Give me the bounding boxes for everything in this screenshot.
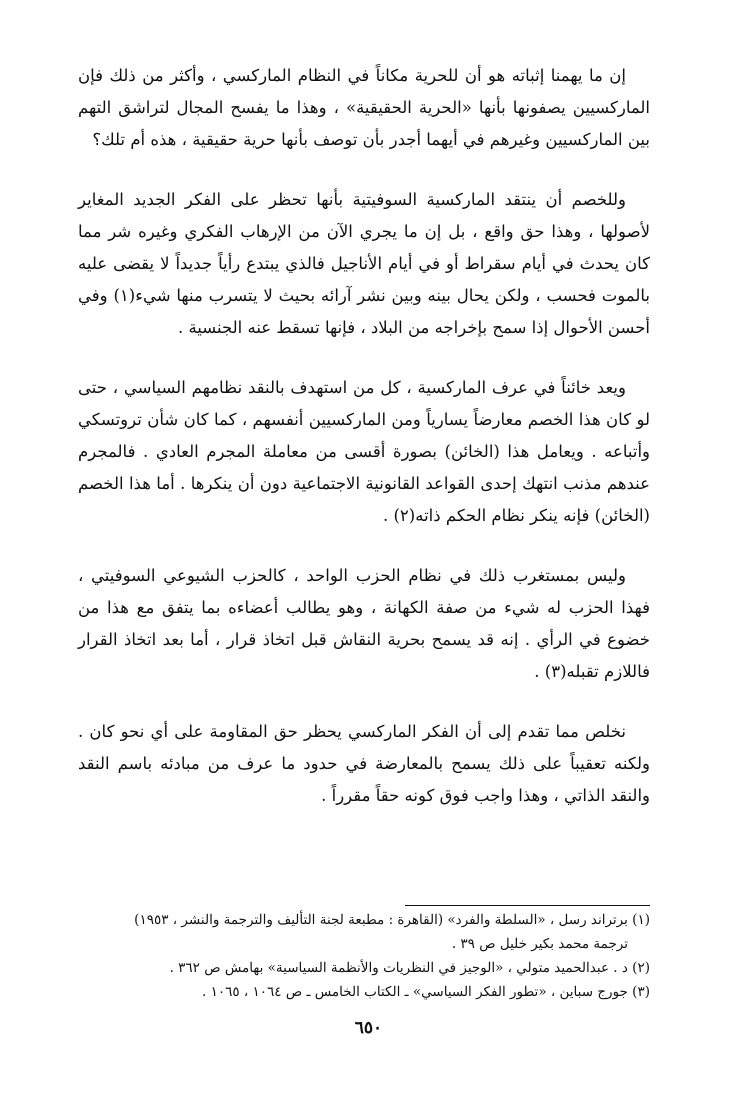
page-number: ٦٥٠ <box>354 1018 383 1038</box>
paragraph: وللخصم أن ينتقد الماركسية السوفيتية بأنها تحظر على الفكر الجديد المغاير لأصولها ، وهذا حق واقع ، بل إن ما يجري الآن من الإرهاب الفكري وغيره شر مما كان يحدث في أيام سقراط أو في أيام الأناجيل فالذي يبتدع رأياً جديداً لا يقضى عليه بالموت فحسب ، ولكن يحال بينه وبين نشر آرائه بحيث لا يتسرب منها شيء(١) وفي أحسن الأحوال إذا سمح بإخراجه من البلاد ، فإنها تسقط عنه الجنسية . <box>78 190 650 337</box>
footnote-1: (١) برتراند رسل ، «السلطة والفرد» (القاهرة : مطبعة لجنة التأليف والترجمة والنشر ، ١٩٥٣) <box>134 912 650 928</box>
footnote-3: (٣) جورج سباين ، «تطور الفكر السياسي» ـ الكتاب الخامس ـ ص ١٠٦٤ ، ١٠٦٥ . <box>201 984 650 1000</box>
main-text <box>78 60 650 840</box>
footnotes <box>78 908 650 1004</box>
paragraph: وليس بمستغرب ذلك في نظام الحزب الواحد ، كالحزب الشيوعي السوفيتي ، فهذا الحزب له شيء من صفة الكهانة ، وهو يطالب أعضاءه بما يتفق مع هذا من خضوع في الرأي . إنه قد يسمح بحرية النقاش قبل اتخاذ قرار ، أما بعد اتخاذ القرار فاللازم تقبله(٣) . <box>78 566 650 681</box>
paragraph: ويعد خائناً في عرف الماركسية ، كل من استهدف بالنقد نظامهم السياسي ، حتى لو كان هذا الخصم معارضاً يسارياً ومن الماركسيين أنفسهم ، كما كان شأن تروتسكي وأتباعه . ويعامل هذا (الخائن) بصورة أقسى من معاملة المجرم العادي . فالمجرم عندهم مذنب انتهك إحدى القواعد القانونية الاجتماعية دون أن ينكرها . أما هذا الخصم (الخائن) فإنه ينكر نظام الحكم ذاته(٢) . <box>78 378 650 525</box>
footnote-1-continuation: ترجمة محمد بكير خليل ص ٣٩ . <box>451 936 628 952</box>
footnote-divider <box>405 905 650 906</box>
footnote-2: (٢) د . عبدالحميد متولي ، «الوجيز في النظريات والأنظمة السياسية» بهامش ص ٣٦٢ . <box>169 960 650 976</box>
paragraph: نخلص مما تقدم إلى أن الفكر الماركسي يحظر حق المقاومة على أي نحو كان . ولكنه تعقيباً على ذلك يسمح بالمعارضة في حدود ما عرف من مبادئه باسم النقد والنقد الذاتي ، وهذا واجب فوق كونه حقاً مقرراً . <box>78 722 650 805</box>
paragraph: إن ما يهمنا إثباته هو أن للحرية مكاناً في النظام الماركسي ، وأكثر من ذلك فإن الماركسيين يصفونها بأنها «الحرية الحقيقية» ، وهذا ما يفسح المجال لتراشق التهم بين الماركسيين وغيرهم في أيهما أجدر بأن توصف بأنها حرية حقيقية ، هذه أم تلك؟ <box>78 66 650 149</box>
